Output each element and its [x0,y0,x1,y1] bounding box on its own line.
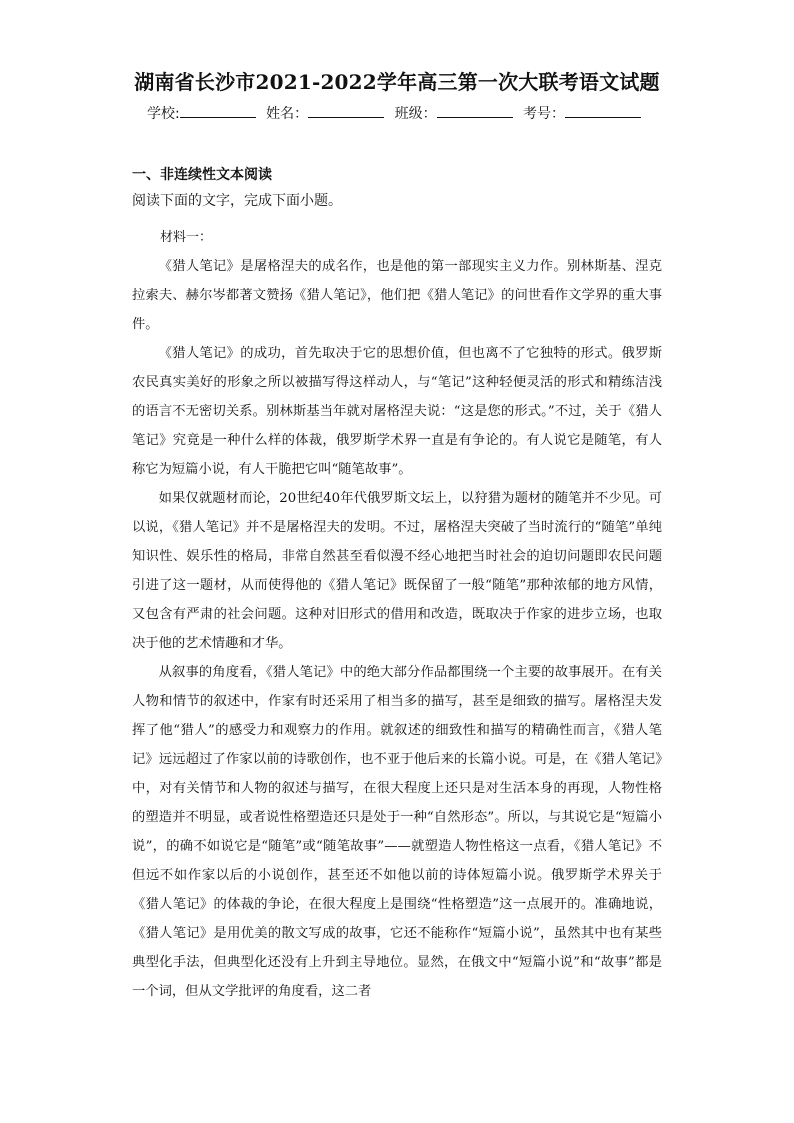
section-heading: 一、非连续性文本阅读 [132,167,272,183]
page-title: 湖南省长沙市2021-2022学年高三第一次大联考语文试题 [134,70,660,94]
paragraph: 从叙事的角度看，《猎人笔记》中的绝大部分作品都围绕一个主要的故事展开。在有关人物和情节的叙述中，作家有时还采用了相当多的描写，甚至是细致的描写。屠格涅夫发挥了他“猎人”的感受力和观察力的作用。就叙述的细致性和描写的精确性而言，《猎人笔记》远远超过了作家以前的诗歌创作，也不亚于他后来的长篇小说。可是，在《猎人笔记》中，对有关情节和人物的叙述与描写，在很大程度上还只是对生活本身的再现，人物性格的塑造并不明显，或者说性格塑造还只是处于一种“自然形态”。所以，与其说它是“短篇小说”，的确不如说它是“随笔”或“随笔故事”——就塑造人物性格这一点看，《猎人笔记》不但远不如作家以后的小说创作，甚至还不如他以前的诗体短篇小说。俄罗斯学术界关于《猎人笔记》的体裁的争论，在很大程度上是围绕“性格塑造”这一点展开的。准确地说，《猎人笔记》是用优美的散文写成的故事，它还不能称作“短篇小说”，虽然其中也有某些典型化手法，但典型化还没有上升到主导地位。显然，在俄文中“短篇小说”和“故事”都是一个词，但从文学批评的角度看，这二者 [132,665,662,999]
exam-number-blank [565,105,641,118]
class-blank [437,105,513,118]
name-label: 姓名： [266,106,309,122]
section-instruction: 阅读下面的文字，完成下面小题。 [132,193,342,209]
student-info-line [0,103,794,123]
exam-number-field [523,103,643,123]
class-label: 班级： [394,106,437,122]
material-label: 材料一： [160,230,213,245]
name-blank [308,105,384,118]
school-label: 学校: [146,106,180,122]
article-body [132,252,662,1006]
school-blank [180,105,256,118]
paragraph: 《猎人笔记》的成功，首先取决于它的思想价值，但也离不了它独特的形式。俄罗斯农民真实美好的形象之所以被描写得这样动人，与“笔记”这种轻便灵活的形式和精练洁浅的语言不无密切关系。别林斯基当年就对屠格涅夫说：“这是您的形式。”不过，关于《猎人笔记》究竟是一种什么样的体裁，俄罗斯学术界一直是有争论的。有人说它是随笔，有人称它为短篇小说，有人干脆把它叫“随笔故事”。 [132,346,662,477]
name-field [266,103,386,123]
paragraph: 《猎人笔记》是屠格涅夫的成名作，也是他的第一部现实主义力作。别林斯基、涅克拉索夫、赫尔岑都著文赞扬《猎人笔记》，他们把《猎人笔记》的问世看作文学界的重大事件。 [132,259,662,332]
class-field [395,103,515,123]
exam-number-label: 考号： [523,106,566,122]
school-field [147,103,258,123]
paragraph: 如果仅就题材而论，20世纪40年代俄罗斯文坛上，以狩猎为题材的随笔并不少见。可以说，《猎人笔记》并不是屠格涅夫的发明。不过，屠格涅夫突破了当时流行的“随笔”单纯知识性、娱乐性的格局，非常自然甚至看似漫不经心地把当时社会的迫切问题即农民问题引进了这一题材，从而使得他的《猎人笔记》既保留了一般“随笔”那种浓郁的地方风情，又包含有严肃的社会问题。这种对旧形式的借用和改造，既取决于作家的进步立场，也取决于他的艺术情趣和才华。 [132,491,662,651]
